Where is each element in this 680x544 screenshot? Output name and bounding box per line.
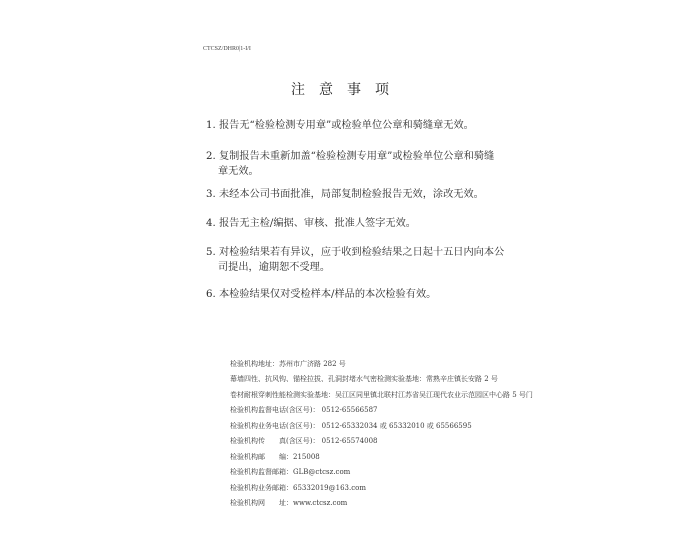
notice-line: 5. 对检验结果若有异议，应于收到检验结果之日起十五日内向本公 <box>206 247 505 258</box>
notice-line-continued: 章无效。 <box>218 166 259 177</box>
contact-supervision-phone: 检验机构监督电话(含区号)： 0512-65566587 <box>230 406 378 414</box>
notice-item-6 <box>206 287 436 302</box>
notice-item-1 <box>206 118 474 133</box>
contact-business-phone: 检验机构业务电话(含区号)： 0512-65332034 或 65332010 或 65566595 <box>230 422 472 430</box>
contact-postcode: 检验机构邮 编：215008 <box>230 453 320 461</box>
contact-fax: 检验机构传 真(含区号)： 0512-65574008 <box>230 437 378 445</box>
notice-item-3 <box>206 187 484 202</box>
contact-website: 检验机构网 址：www.ctcsz.com <box>230 499 348 507</box>
contact-curtain-wall-lab: 幕墙四性、抗风钩、锚栓拉拔、孔洞封堵水气密检测实验基地：常熟辛庄镇长安路 2 号 <box>230 375 498 383</box>
notice-line-continued: 司提出，逾期恕不受理。 <box>218 262 331 273</box>
contact-business-email: 检验机构业务邮箱：65332019@163.com <box>230 484 366 492</box>
notice-line: 4. 报告无主检/编据、审核、批准人签字无效。 <box>206 218 416 229</box>
notice-item-4 <box>206 216 416 231</box>
notice-item-2 <box>206 149 494 179</box>
page-title: 注意事项 <box>291 82 403 98</box>
document-code: CTCSZ/DHR0|1-I/I <box>203 46 251 52</box>
contact-membrane-lab: 卷材耐根穿刺性能检测实验基地：吴江区同里镇北联村江苏省吴江现代农业示范园区中心路 5 号门 <box>230 391 533 399</box>
contact-supervision-email: 检验机构监督邮箱：GLB@ctcsz.com <box>230 468 351 476</box>
notice-item-5 <box>206 245 504 275</box>
notice-line: 2. 复制报告未重新加盖“检验检测专用章”或检验单位公章和骑缝 <box>206 151 495 162</box>
notice-line: 3. 未经本公司书面批准，局部复制检验报告无效，涂改无效。 <box>206 189 484 200</box>
notice-line: 1. 报告无“检验检测专用章”或检验单位公章和骑缝章无效。 <box>206 120 474 131</box>
contact-address: 检验机构地址：苏州市广济路 282 号 <box>230 360 346 368</box>
notice-line: 6. 本检验结果仅对受检样本/样品的本次检验有效。 <box>206 289 437 300</box>
